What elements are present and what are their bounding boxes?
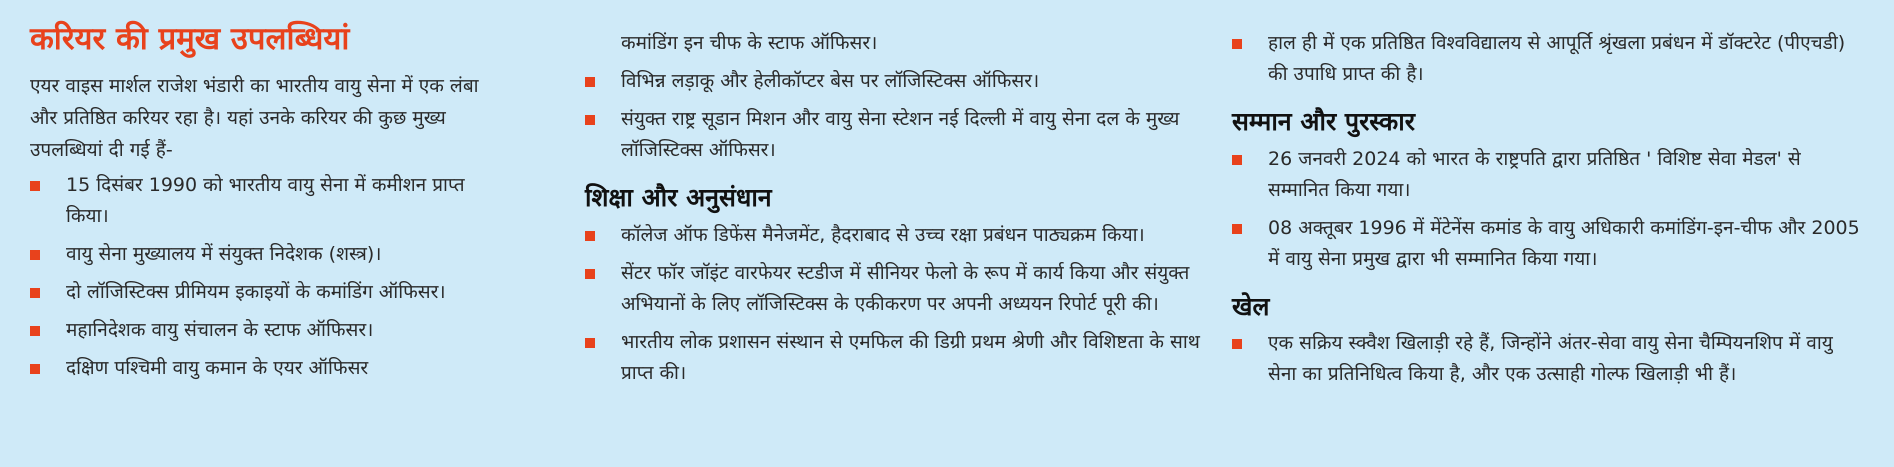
achievement-text: संयुक्त राष्ट्र सूडान मिशन और वायु सेना स्टेशन नई दिल्ली में वायु सेना दल के मुख्य लॉजिस्टिक्स ऑफिसर। [621,108,1180,161]
education-list [585,220,1225,389]
achievement-text: 15 दिसंबर 1990 को भारतीय वायु सेना में कमीशन प्राप्त किया। [66,174,465,228]
achievements-more-list [585,66,1225,166]
education-item [585,220,1225,251]
sports-list [1232,328,1862,390]
bullet-square-icon [585,338,595,348]
bullet-square-icon [585,231,595,241]
achievement-item [30,277,485,308]
sports-title: खेल [1232,291,1270,321]
bullet-square-icon [30,288,40,298]
award-text: 08 अक्तूबर 1996 में मेंटेनेंस कमांड के वायु अधिकारी कमांडिंग-इन-चीफ और 2005 में वायु सेना प्रमुख द्वारा भी सम्मानित किया गया। [1268,216,1860,270]
education-item [585,258,1225,320]
sports-item [1232,328,1862,390]
education-item [1232,28,1862,90]
education-text: कॉलेज ऑफ डिफेंस मैनेजमेंट, हैदराबाद से उच्च रक्षा प्रबंधन पाठ्यक्रम किया। [621,223,1145,246]
award-text: 26 जनवरी 2024 को भारत के राष्ट्रपति द्वारा प्रतिष्ठित ' विशिष्ट सेवा मेडल' से सम्मानित किया गया। [1268,147,1801,201]
bullet-square-icon [30,181,40,191]
education-text: सेंटर फॉर जॉइंट वारफेयर स्टडीज में सीनियर फेलो के रूप में कार्य किया और संयुक्त अभियानों के लिए लॉजिस्टिक्स के एकीकरण पर अपनी अध्ययन रिपोर्ट पूरी की। [621,261,1190,315]
sports-text: एक सक्रिय स्क्वैश खिलाड़ी रहे हैं, जिन्होंने अंतर-सेवा वायु सेना चैम्पियनशिप में वायु सेना का प्रतिनिधित्व किया है, और एक उत्साही गोल्फ खिलाड़ी भी हैं। [1268,332,1833,385]
bullet-square-icon [585,77,595,87]
bullet-square-icon [1232,224,1242,234]
awards-title: सम्मान और पुरस्कार [1232,107,1415,136]
achievement-text: दो लॉजिस्टिक्स प्रीमियम इकाइयों के कमांडिंग ऑफिसर। [66,281,446,304]
main-title: करियर की प्रमुख उपलब्धियां [30,21,350,57]
education-item [585,327,1225,389]
column-right [1232,28,1862,397]
achievement-item [30,353,485,384]
intro-paragraph: एयर वाइस मार्शल राजेश भंडारी का भारतीय वायु सेना में एक लंबा और प्रतिष्ठित करियर रहा है। यहां उनके करियर की कुछ मुख्य उपलब्धियां दी गई हैं- [30,75,479,162]
award-item [1232,213,1862,275]
education-text: हाल ही में एक प्रतिष्ठित विश्वविद्यालय से आपूर्ति श्रृंखला प्रबंधन में डॉक्टरेट (पीएचडी) की उपाधि प्राप्त की है। [1268,32,1846,85]
achievement-item [30,315,485,346]
achievement-text: दक्षिण पश्चिमी वायु कमान के एयर ऑफिसर [66,357,369,380]
achievement-text: विभिन्न लड़ाकू और हेलीकॉप्टर बेस पर लॉजिस्टिक्स ऑफिसर। [621,70,1040,92]
achievement-text: वायु सेना मुख्यालय में संयुक्त निदेशक (शस्त्र)। [66,243,382,266]
achievement-item [585,104,1225,166]
bullet-square-icon [30,364,40,374]
column-middle [585,28,1225,396]
achievement-text: महानिदेशक वायु संचालन के स्टाफ ऑफिसर। [66,319,374,342]
bullet-square-icon [585,115,595,125]
bullet-square-icon [1232,39,1242,49]
achievement-continued-text: कमांडिंग इन चीफ के स्टाफ ऑफिसर। [621,32,878,54]
bullet-square-icon [1232,339,1242,349]
awards-list [1232,144,1862,275]
achievement-item [30,170,485,232]
bullet-square-icon [1232,155,1242,165]
award-item [1232,144,1862,206]
education-list-continued [1232,28,1862,90]
bullet-square-icon [30,326,40,336]
bullet-square-icon [585,269,595,279]
education-title: शिक्षा और अनुसंधान [585,183,772,212]
education-text: भारतीय लोक प्रशासन संस्थान से एमफिल की डिग्री प्रथम श्रेणी और विशिष्टता के साथ प्राप्त की। [621,330,1200,384]
bullet-square-icon [30,250,40,260]
achievement-item [585,66,1225,97]
column-left [30,22,485,391]
achievement-item [30,239,485,270]
achievements-list [30,170,485,384]
